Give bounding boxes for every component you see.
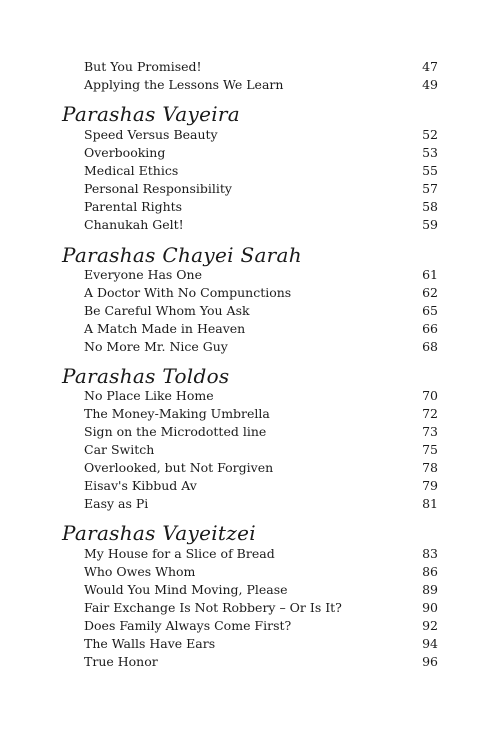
entry-page-number: 89	[422, 582, 438, 597]
entry-title: Easy as Pi	[84, 496, 149, 511]
entry-title: Chanukah Gelt!	[84, 217, 184, 232]
entry-title: Would You Mind Moving, Please	[84, 582, 288, 597]
entry-title: Everyone Has One	[84, 267, 203, 282]
toc-entry	[84, 76, 438, 94]
toc-entry	[84, 284, 438, 302]
entry-title: Eisav's Kibbud Av	[84, 478, 197, 493]
toc-entry	[84, 563, 438, 581]
entry-page-number: 70	[422, 388, 438, 403]
toc-entry	[84, 144, 438, 162]
entry-title: Fair Exchange Is Not Robbery – Or Is It?	[84, 600, 342, 615]
toc-entry	[84, 495, 438, 513]
entry-page-number: 94	[422, 636, 438, 651]
section-heading-vayeira: Parashas Vayeira	[62, 102, 241, 126]
entry-page-number: 81	[422, 496, 438, 511]
entry-page-number: 79	[422, 478, 438, 493]
toc-entry	[84, 216, 438, 234]
entry-page-number: 86	[422, 564, 438, 579]
entry-title: The Money-Making Umbrella	[84, 406, 270, 421]
entry-title: No Place Like Home	[84, 388, 214, 403]
entry-title: Overbooking	[84, 145, 166, 160]
entry-page-number: 55	[422, 163, 438, 178]
entry-title: A Match Made in Heaven	[84, 321, 246, 336]
toc-entry	[84, 635, 438, 653]
entry-title: Who Owes Whom	[84, 564, 196, 579]
entry-title: A Doctor With No Compunctions	[84, 285, 292, 300]
entry-page-number: 62	[422, 285, 438, 300]
toc-entry	[84, 302, 438, 320]
toc-entry	[84, 126, 438, 144]
toc-entry	[84, 653, 438, 671]
toc-entry	[84, 180, 438, 198]
entry-page-number: 96	[422, 654, 438, 669]
entry-title: The Walls Have Ears	[84, 636, 216, 651]
entry-page-number: 78	[422, 460, 438, 475]
entry-title: Be Careful Whom You Ask	[84, 303, 250, 318]
entry-page-number: 72	[422, 406, 438, 421]
entry-title: No More Mr. Nice Guy	[84, 339, 228, 354]
section-heading-chayei-sarah: Parashas Chayei Sarah	[62, 243, 302, 267]
entry-title: Applying the Lessons We Learn	[84, 77, 284, 92]
entry-title: Speed Versus Beauty	[84, 127, 218, 142]
entry-page-number: 73	[422, 424, 438, 439]
entry-title: Overlooked, but Not Forgiven	[84, 460, 274, 475]
entry-page-number: 92	[422, 618, 438, 633]
entry-title: Car Switch	[84, 442, 155, 457]
entry-page-number: 65	[422, 303, 438, 318]
entry-page-number: 83	[422, 546, 438, 561]
toc-entry	[84, 266, 438, 284]
toc-entry	[84, 58, 438, 76]
toc-entry	[84, 320, 438, 338]
entry-title: My House for a Slice of Bread	[84, 546, 275, 561]
entry-title: True Honor	[84, 654, 158, 669]
toc-entry	[84, 405, 438, 423]
entry-title: Personal Responsibility	[84, 181, 232, 196]
toc-entry	[84, 545, 438, 563]
toc-entry	[84, 387, 438, 405]
toc-entry	[84, 162, 438, 180]
entry-page-number: 53	[422, 145, 438, 160]
toc-entry	[84, 617, 438, 635]
entry-page-number: 90	[422, 600, 438, 615]
entry-page-number: 61	[422, 267, 438, 282]
toc-entry	[84, 581, 438, 599]
section-heading-vayeitzei: Parashas Vayeitzei	[62, 521, 256, 545]
toc-entry	[84, 338, 438, 356]
toc-entry	[84, 423, 438, 441]
toc-entry	[84, 459, 438, 477]
entry-page-number: 75	[422, 442, 438, 457]
entry-title: Does Family Always Come First?	[84, 618, 292, 633]
toc-entry	[84, 441, 438, 459]
entry-page-number: 49	[422, 77, 438, 92]
entry-title: Medical Ethics	[84, 163, 179, 178]
entry-title: But You Promised!	[84, 59, 202, 74]
toc-entry	[84, 198, 438, 216]
entry-title: Sign on the Microdotted line	[84, 424, 267, 439]
toc-entry	[84, 599, 438, 617]
entry-page-number: 66	[422, 321, 438, 336]
entry-page-number: 47	[422, 59, 438, 74]
entry-page-number: 68	[422, 339, 438, 354]
entry-page-number: 58	[422, 199, 438, 214]
entry-page-number: 57	[422, 181, 438, 196]
entry-title: Parental Rights	[84, 199, 183, 214]
toc-entry	[84, 477, 438, 495]
section-heading-toldos: Parashas Toldos	[62, 364, 230, 388]
entry-page-number: 52	[422, 127, 438, 142]
entry-page-number: 59	[422, 217, 438, 232]
